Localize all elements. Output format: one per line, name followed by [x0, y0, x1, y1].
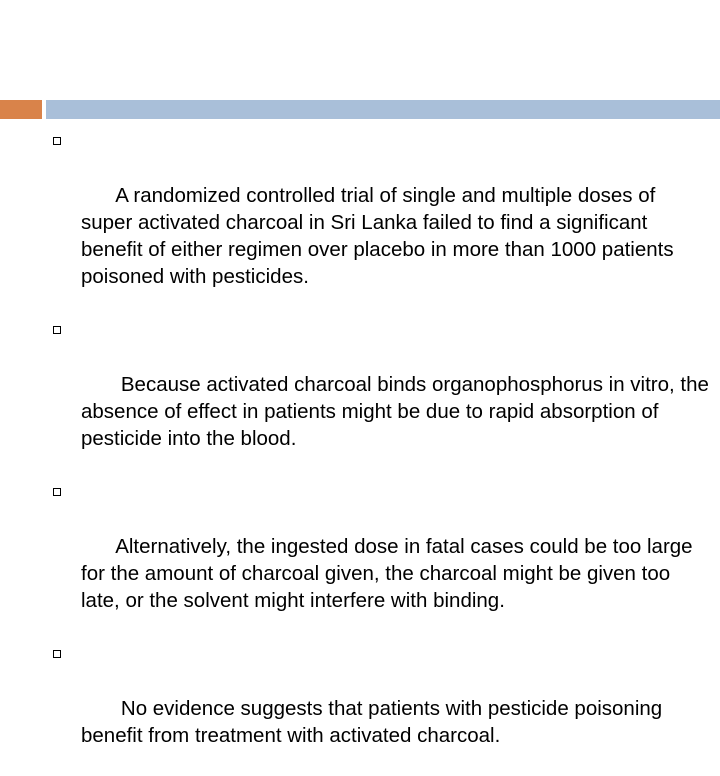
header-accent-blue — [46, 100, 720, 119]
bullet-text: No evidence suggests that patients with pesticide poisoning benefit from treatment with activated charcoal. — [81, 697, 668, 747]
bullet-item — [50, 641, 710, 776]
bullet-text: Alternatively, the ingested dose in fatal cases could be too large for the amount of charcoal given, the charcoal might be given too late, or the solvent might interfere with binding. — [81, 535, 699, 612]
bullet-item — [50, 317, 715, 479]
hollow-square-bullet-icon — [53, 488, 61, 496]
hollow-square-bullet-icon — [53, 137, 61, 145]
bullet-list — [50, 128, 715, 776]
bullet-item — [50, 128, 710, 317]
hollow-square-bullet-icon — [53, 650, 61, 658]
bullet-text: A randomized controlled trial of single and multiple doses of super activated charcoal in Sri Lanka failed to find a significant benefit of either regimen over placebo in more than 1000 patients poisoned with pesticides. — [81, 184, 680, 288]
hollow-square-bullet-icon — [53, 326, 61, 334]
header-accent-orange — [0, 100, 42, 119]
bullet-item — [50, 479, 710, 641]
bullet-text: Because activated charcoal binds organophosphorus in vitro, the absence of effect in patients might be due to rapid absorption of pesticide into the blood. — [81, 373, 715, 450]
